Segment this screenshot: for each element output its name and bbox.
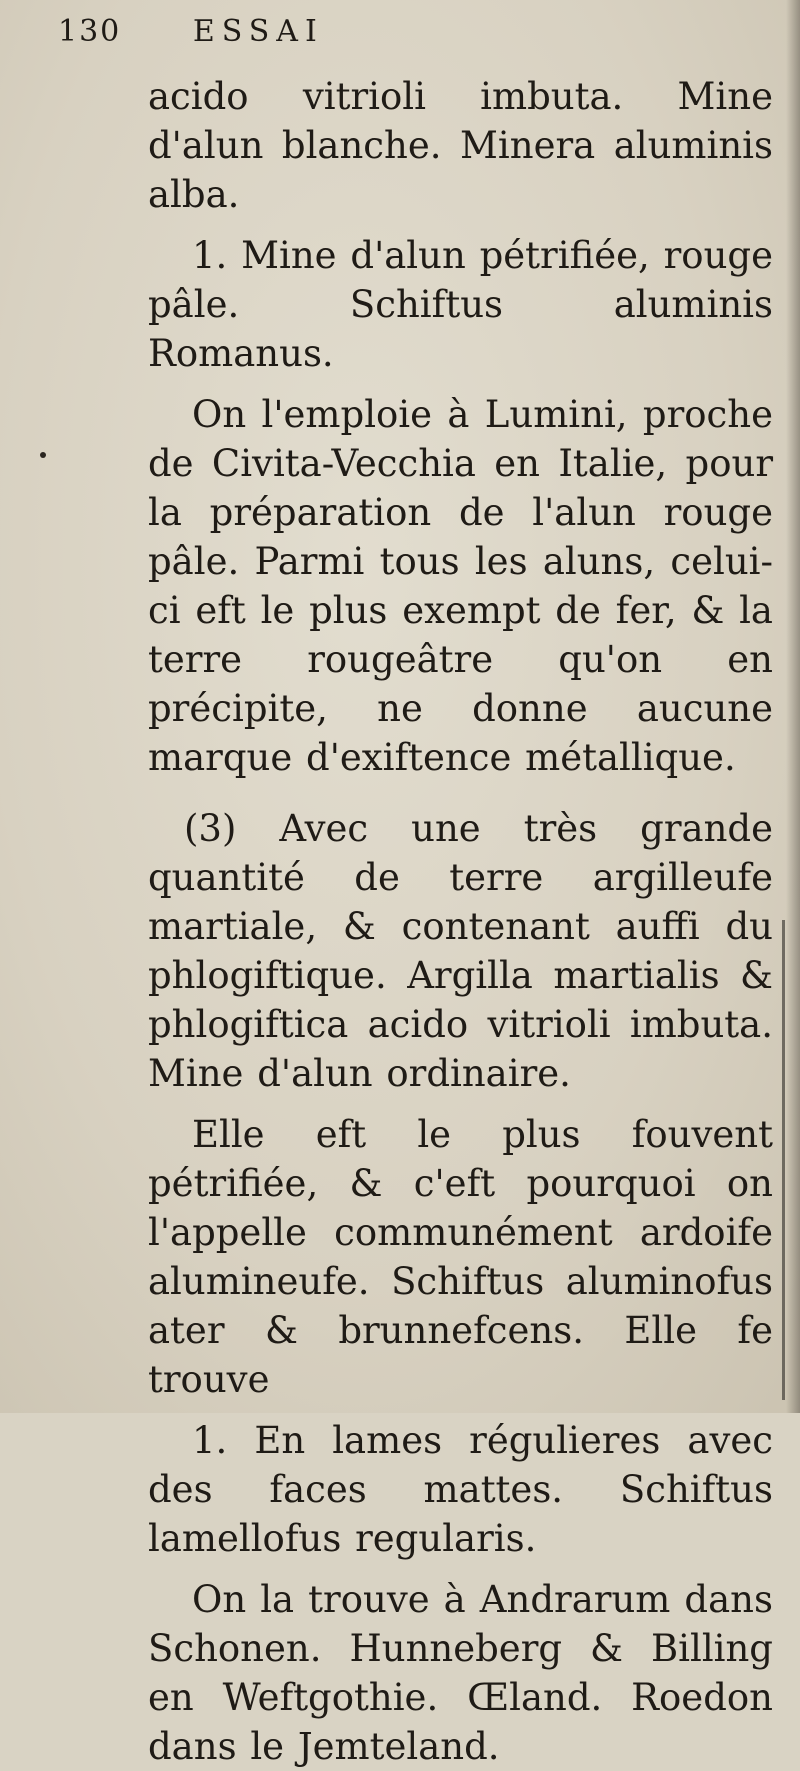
paragraph-terre-argilleufe: (3) Avec une très grande quantité de terre argilleufe martiale, & contenant auffi du phlogiftique. Argilla martialis & phlogiftica acido vitrioli imbuta. Mine d'alun ordinaire. (148, 807, 773, 1095)
page-header (58, 14, 324, 49)
running-head: ESSAI (192, 14, 324, 49)
paragraph-ardoife: Elle eft le plus fouvent pétrifiée, & c'eft pourquoi on l'appelle communément ardoife alumineufe. Schiftus aluminofus ater & brunnefcens. Elle fe trouve (148, 1113, 773, 1401)
paragraph-lames: 1. En lames régulieres avec des faces mattes. Schiftus lamellofus regularis. (148, 1419, 773, 1560)
paragraph-andrarum: On la trouve à Andrarum dans Schonen. Hunneberg & Billing en Weftgothie. Œland. Roedon dans le Jemteland. (148, 1578, 773, 1768)
page-edge-line (782, 920, 785, 1400)
ink-speck (40, 452, 46, 458)
body-text (148, 72, 773, 1771)
paragraph-lumini: On l'emploie à Lumini, proche de Civita-Vecchia en Italie, pour la préparation de l'alun rouge pâle. Parmi tous les aluns, celui-ci eft le plus exempt de fer, & la terre rougeâtre qu'on en précipite, ne donne aucune marque d'exiftence métallique. (148, 393, 773, 779)
paragraph-mine-alun-blanche: acido vitrioli imbuta. Mine d'alun blanche. Minera aluminis alba. (148, 75, 773, 216)
page-number: 130 (58, 14, 122, 49)
page-edge-shadow (786, 0, 800, 1413)
paragraph-mine-alun-petrifiee: 1. Mine d'alun pétrifiée, rouge pâle. Schiftus aluminis Romanus. (148, 234, 773, 375)
